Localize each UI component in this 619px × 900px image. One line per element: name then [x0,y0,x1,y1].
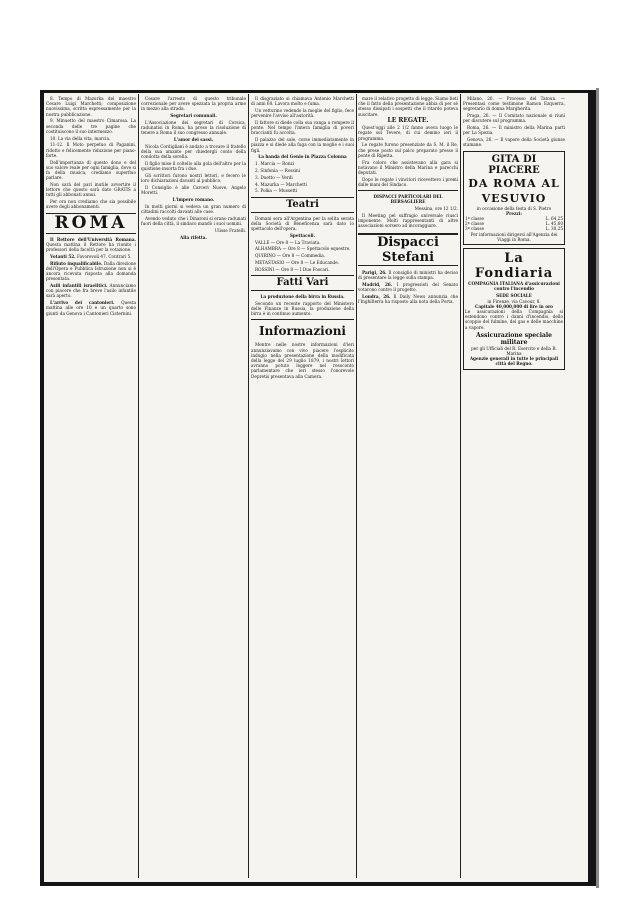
concert-item: 1. Marcia — Ronzi [255,161,295,167]
article-paragraph: Avendo veduto che i Dinaroni si erano radunati fuori della città, il sindaco mandò i suoi uomini. [141,216,246,227]
article-paragraph: Genova, 26. — Il vapore della Società giunse stamane. [463,137,565,148]
article-paragraph: Praga, 26. — Il Comitato nazionale si riunì per discutere sul programma. [463,113,565,124]
article-paragraph: Il fattore si diede colla sua vanga a rompere il ponte. Nel tempo l'intera famiglia di poveri braccianti fu accolta. [251,120,354,136]
right-scan-edge [588,90,596,885]
news-title: Asili infantili israelitici. [50,283,108,289]
dispatch-place: Londra, 26. [362,293,391,299]
ad-capital: Capitale 40,000,000 di lire in oro [475,303,553,309]
column-rule [460,94,461,878]
note-paragraph: Per ora non crediamo che sia possibile avere degli abbonamenti. [46,199,136,210]
section-heading: Segretari comunali. [170,113,217,119]
ad-headline: DA ROMA AL VESUVIO [468,176,560,205]
section-title-regate: LE REGATE. [387,117,429,125]
dispatch-text: Il consiglio di ministri ha deciso di presentare la legge sulla stampa. [358,269,458,280]
news-title: Votanti 52. [50,253,76,259]
section-heading: L'impero romano. [172,197,215,203]
ad-subtitle: in occasione della festa di S. Pietro [476,205,552,211]
top-scan-border [40,90,592,93]
section-heading: L'amor dei sassi. [173,137,214,143]
article-paragraph: Domani sera all'Argentina per la solita serata della Società di Beneficenza sarà dato lo spettacolo dell'opera. [251,215,354,231]
article-paragraph: Il Meeting pel suffragio universale riuscì imponente. Molti rappresentanti di altre associazioni sorsero ad incoraggiare. [358,213,458,229]
program-item: 9. Minuetto del maestro Cimarosa. La seconda delle tre pagine che costituiscono il suo intermezzo. [46,118,136,134]
column-4 [358,96,458,876]
section-title-roma: ROMA [46,213,136,234]
article-paragraph: Il disgraziato si chiamava Antonio Marchetti di anni 60. Lavora molto e fuma. [251,96,354,107]
ad-agency: Agenzie generali in tutte le principali città del Regno. [469,356,559,367]
ad-seat: in Firenze, via Cavour, 8. [487,298,541,304]
concert-item: 5. Polka — Mussetti [255,188,298,194]
section-heading-spettacoli: Spettacoli. [289,232,316,238]
article-paragraph: Quest'oggi alle 2 1/2 fanno aveva luogo le regate sul Tevere, di cui demmo ieri il programma. [358,125,458,141]
column-1 [46,96,136,876]
ad-headline: La Fondiaria [474,251,554,282]
article-paragraph: Fra coloro che assistevano alla gara si notavano il Ministro della Marina e parecchi deputati. [358,159,458,176]
ad-note: Per informazioni dirigersi all'Agenzia dei Viaggi in Roma. [470,231,558,242]
ad-price-class: 2ª classe [465,221,484,227]
advertisement-fondiaria [463,248,565,370]
news-title: Il Rettore dell'Università Romana. [50,236,136,242]
ad-title: GITA DI PIACERE [488,153,540,176]
dispatch-place: Parigi, 26. [362,269,387,275]
ad-price-value: L. 45,60 [545,221,563,227]
news-text: Questa mattina alle ore 10 e un quarto sono giunti da Genova i Cantonieri Cisternini. [46,300,136,316]
dispatch-text: I progressisti del Senato votarono contro il progetto. [358,281,458,292]
news-text: Favorevoli 47. Contrari 5. [76,253,132,259]
program-item: 11-12. Il Moto perpetuo di Paganini, ridotto e felicemente riduzione per piano-forte. [46,142,136,158]
concert-item: 3. Duetto — Verdi [255,174,293,180]
article-paragraph: In molti giorni si vedeva un gran numero di cittadini raccolti davanti alle case. [141,204,246,215]
left-scan-edge [40,90,44,885]
article-paragraph: Le regate furono presenziate da S. M. il Re, che prese posto sul palco preparato presso il ponte di Ripetta. [358,142,458,158]
article-paragraph: Il Consiglio è alle Carceri Nuove, Angelo Moretti. [141,185,246,196]
dispatch-place: Madrid, 26. [362,281,393,287]
divider [251,319,354,320]
article-paragraph: Milano, 26. — Processo del Tatoun. — Presentasi come testimone Ramon Ezquerra, segretario di donna Margherita. [463,96,565,112]
advertisement-gita [463,151,565,245]
article-paragraph: mare il relativo progetto di legge. Siamo lieti che il fatto della presentazione abbia di per sé stesso dissipati i sospetti che il ritardo poteva suscitare. [358,96,458,117]
right-page-shadow [596,88,599,888]
news-text: Annunciamo con piacere che fra breve l'asilo infantile sarà aperto. [46,283,136,299]
theatre-listing: VALLE — Ore 8 — La Traviata. [255,239,321,245]
dispatch-place: Messina, ore 12 1/2. [414,206,458,212]
column-5 [463,96,565,876]
article-paragraph: L'Associazione dei segretari di Corsica, radunatisi in Roma, ha preso la risoluzione di tenere a Roma il suo congresso annuale. [141,120,246,136]
news-title: Rifiuto inqualificabile. [50,260,103,266]
article-paragraph: Secondo un recente rapporto del Ministero delle Finanze in Russia, la produzione della birra è in continuo aumento. [251,300,354,317]
article-paragraph: Gli scrittori furono nostri lettori, e fecero le loro dichiarazioni davanti al pubblico. [141,173,246,184]
article-paragraph: Il figlio mise il coltello alla gola dell'altro per la quistione insorta fra i due. [141,161,246,172]
note-paragraph: Non sarà del pari inutile avvertire il lettore che questo sarà dato GRATIS a tutti gli abbonati annui. [46,182,136,198]
theatre-listing: ALHAMBRA — Ore 8 — Spettacolo equestre. [255,246,351,252]
dispatch-header: DISPACCI PARTICOLARI DEL BERSAGLIERE [373,194,443,205]
article-signature: Ulisse Fratelli. [214,228,246,233]
article-paragraph: Mentre nelle nostre informazioni d'ieri annunziavamo con vivo piacere l'esplicito indugio nella presentazione della modificata della legge del 29 luglio 1879, i nostri lettori avranno potuto leggere nel resoconto parlamentare che ieri stesso l'onorevole Depretis presentava alla Camera. [251,342,354,379]
section-title-fatti-vari: Fatti Vari [251,275,354,291]
dispatch-text: Il Daily News annunzia che l'Inghilterra ha risposto alla nota della Porta. [358,293,458,304]
article-paragraph: Dopo le regate i vincitori ricevettero i premi dalle mani del Sindaco. [358,176,458,188]
column-rule [248,94,249,878]
concert-item: 4. Mazurka — Marchetti [255,181,307,187]
ad-price-class: 3ª classe [465,226,484,232]
ad-prices-label: Prezzi: [506,210,522,216]
ad-seat-label: SEDE SOCIALE [496,293,532,299]
section-heading: La produzione della birra in Russia. [260,293,345,299]
column-3 [251,96,354,876]
news-text: Dalla direzione dell'Opera e Pubblica Istruzione non si è ancora ricevuta risposta alla domanda presentata. [46,260,136,282]
program-item: 8. Tempo di Mazurka del maestro Cesare Luigi Marchetti; composizione nuovissima, scritta espressamente per la nostra pubblicazione. [46,96,136,117]
column-rule [138,94,139,878]
ad-price-value: L. 30,25 [545,226,563,232]
bottom-scan-border [40,882,596,886]
ad-price-value: L. 64,25 [545,216,563,222]
news-title: L'arrivo dei cantonieri. [50,300,115,306]
column-rule [356,94,357,878]
ad-insurance-title: Assicurazione speciale militare [475,331,553,346]
ad-text: Le assicurazioni della Compagnia si estendono contro i danni d'incendio, dello scoppio del fulmine, del gas e delle macchine a vapore. [465,309,563,330]
divider [358,190,458,191]
news-text: Questa mattina il Rettore ha riunito i professori della facoltà per la votazione. [46,241,136,253]
theatre-listing: QUIRINO — Ore 8 — Commedia. [255,253,326,259]
section-heading: Alla rifetta. [180,234,207,240]
program-item: 10. La via della vita, marcia. [50,135,111,141]
column-2 [141,96,246,876]
article-paragraph: Roma, 26. — Il ministro della Marina partì per La Spezia. [463,125,565,136]
section-title-informazioni: Informazioni [259,324,346,339]
ad-price-class: 1ª classe [465,216,484,222]
article-paragraph: Nicola Cordigliani è andato a trovare il fratello della sua amante per chiedergli conto della condotta della sorella. [141,144,246,160]
intro-paragraph: Dell'importanza di questo dono e del suo valore reale per ogni famiglia, dove si fa della musica, crediamo superfluo parlare. [46,159,136,181]
theatre-listing: ROSSINI — Ore 8 — I Due Foscari. [255,266,330,272]
section-title-dispacci-stefani: Dispacci Stefani [358,233,458,266]
ad-insurance-text: per gli Ufficiali del R. Esercito e della R. Marina [471,345,557,357]
concert-title: La banda del Genio in Piazza Colonna [258,154,347,160]
article-paragraph: Un vetturino vedendo la moglie del figlio, fece pervenire l'avviso all'autorità. [251,108,354,119]
theatre-listing: METASTASIO — Ore 8 — Le Educande. [255,259,340,265]
concert-item: 2. Sinfonia — Rossini [255,168,301,173]
article-paragraph: Cesare l'arresto di questo tribunale correzionale per avere spezzata la propria arme in mezzo alla strada. [141,96,246,112]
ad-subtitle: COMPAGNIA ITALIANA d'assicurazioni contro l'incendio [468,281,560,292]
article-paragraph: Il palazzo del sale, corse immediatamente in piazza e si diede alla fuga con la moglie e i suoi figli. [251,137,354,153]
section-title-teatri: Teatri [251,197,354,213]
